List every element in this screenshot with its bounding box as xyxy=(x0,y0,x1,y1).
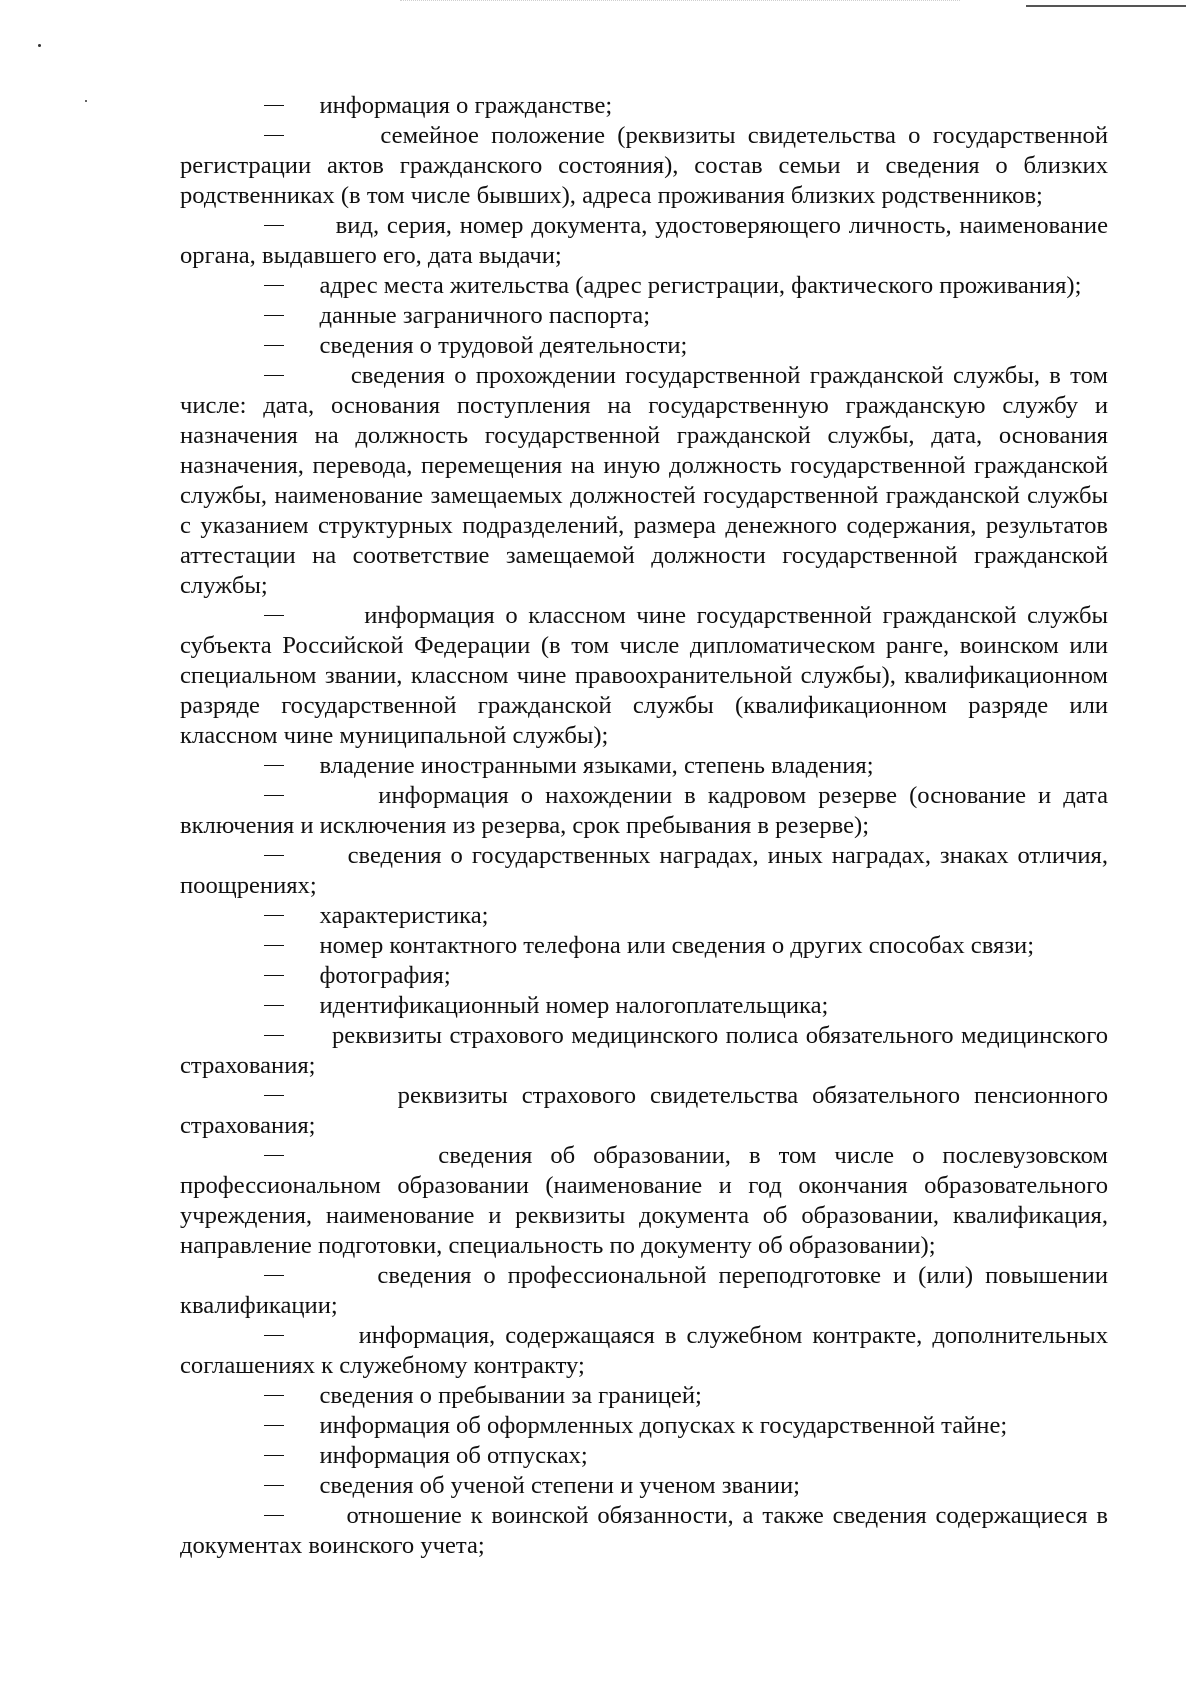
dash-bullet-icon xyxy=(180,1381,264,1411)
list-item-text: сведения о профессиональной переподготовке и (или) повышении квалификации; xyxy=(180,1262,1108,1319)
list-item xyxy=(180,841,1108,901)
list-item-text: сведения о прохождении государственной гражданской службы, в том числе: дата, основания поступления на государственную гражданскую службу и назначения на должность государственной гражданской службы, дата, основания назначения, перевода, перемещения на иную должность государственной гражданской службы, наименование замещаемых должностей государственной гражданской службы с указанием структурных подразделений, размера денежного содержания, результатов аттестации на соответствие замещаемой должности государственной гражданской службы; xyxy=(180,362,1108,599)
list-item-text: реквизиты страхового свидетельства обязательного пенсионного страхования; xyxy=(180,1082,1108,1139)
scan-artifact-rule xyxy=(1026,5,1186,7)
list-item xyxy=(180,91,1108,121)
list-item xyxy=(180,751,1108,781)
dash-bullet-icon xyxy=(180,271,264,301)
dash-bullet-icon xyxy=(180,781,264,811)
list-item-text: сведения об образовании, в том числе о послевузовском профессиональном образовании (наименование и год окончания образовательного учреждения, наименование и реквизиты документа об образовании, квалификация, направление подготовки, специальность по документу об образовании); xyxy=(180,1142,1108,1259)
list-item-text: фотография; xyxy=(258,962,451,989)
list-item xyxy=(180,1381,1108,1411)
list-item xyxy=(180,1501,1108,1561)
list-item-text: информация о нахождении в кадровом резерве (основание и дата включения и исключения из резерва, срок пребывания в резерве); xyxy=(180,782,1108,839)
dash-bullet-icon xyxy=(180,901,264,931)
scan-artifact-mark xyxy=(38,44,41,47)
dash-bullet-icon xyxy=(180,211,264,241)
list-item xyxy=(180,961,1108,991)
dash-bullet-icon xyxy=(180,1501,264,1531)
list-item-text: сведения о государственных наградах, иных наградах, знаках отличия, поощрениях; xyxy=(180,842,1108,899)
dash-bullet-icon xyxy=(180,601,264,631)
list-item xyxy=(180,781,1108,841)
list-item xyxy=(180,121,1108,211)
list-item-text: вид, серия, номер документа, удостоверяющего личность, наименование органа, выдавшего его, дата выдачи; xyxy=(180,212,1108,269)
dash-bullet-icon xyxy=(180,961,264,991)
dash-bullet-icon xyxy=(180,1321,264,1351)
scan-artifact-dot xyxy=(85,100,87,102)
list-item xyxy=(180,1021,1108,1081)
dash-bullet-icon xyxy=(180,931,264,961)
dash-bullet-icon xyxy=(180,1081,264,1111)
list-item xyxy=(180,271,1108,301)
dash-bullet-icon xyxy=(180,991,264,1021)
list-item xyxy=(180,1261,1108,1321)
list-item-text: характеристика; xyxy=(258,902,489,929)
list-item-text: семейное положение (реквизиты свидетельства о государственной регистрации актов гражданского состояния), состав семьи и сведения о близких родственниках (в том числе бывших), адреса проживания близких родственников; xyxy=(180,122,1108,209)
list-item xyxy=(180,901,1108,931)
list-item xyxy=(180,301,1108,331)
list-item xyxy=(180,601,1108,751)
list-item xyxy=(180,931,1108,961)
list-item-text: информация об оформленных допусках к государственной тайне; xyxy=(258,1412,1008,1439)
list-item-text: идентификационный номер налогоплательщика; xyxy=(258,992,829,1019)
list-item-text: сведения о пребывании за границей; xyxy=(258,1382,702,1409)
list-item xyxy=(180,211,1108,271)
scan-artifact-top xyxy=(400,0,960,2)
list-item-text: владение иностранными языками, степень владения; xyxy=(258,752,874,779)
list-item xyxy=(180,1471,1108,1501)
list-item-text: информация о классном чине государственной гражданской службы субъекта Российской Федерации (в том числе дипломатическом ранге, воинском или специальном звании, классном чине правоохранительной службы), квалификационном разряде государственной гражданской службы (квалификационном разряде или классном чине муниципальной службы); xyxy=(180,602,1108,749)
list-item-text: сведения о трудовой деятельности; xyxy=(258,332,688,359)
list-item xyxy=(180,991,1108,1021)
list-item-text: информация, содержащаяся в служебном контракте, дополнительных соглашениях к служебному контракту; xyxy=(180,1322,1108,1379)
dash-bullet-icon xyxy=(180,121,264,151)
list-item xyxy=(180,361,1108,601)
list-item-text: адрес места жительства (адрес регистрации, фактического проживания); xyxy=(258,272,1082,299)
list-item xyxy=(180,1081,1108,1141)
dash-bullet-icon xyxy=(180,751,264,781)
dash-bullet-icon xyxy=(180,1411,264,1441)
dash-bullet-icon xyxy=(180,1441,264,1471)
dash-bullet-icon xyxy=(180,1261,264,1291)
dash-bullet-icon xyxy=(180,361,264,391)
list-item-text: информация об отпусках; xyxy=(258,1442,588,1469)
dash-bullet-icon xyxy=(180,1021,264,1051)
list-item-text: реквизиты страхового медицинского полиса обязательного медицинского страхования; xyxy=(180,1022,1108,1079)
list-item xyxy=(180,1141,1108,1261)
list-item-text: информация о гражданстве; xyxy=(258,92,613,119)
document-body xyxy=(180,91,1108,1561)
list-item-text: данные заграничного паспорта; xyxy=(258,302,651,329)
list-item-text: номер контактного телефона или сведения о других способах связи; xyxy=(258,932,1035,959)
dash-bullet-icon xyxy=(180,1141,264,1171)
list-item xyxy=(180,1321,1108,1381)
dash-bullet-icon xyxy=(180,841,264,871)
dash-bullet-icon xyxy=(180,331,264,361)
list-item xyxy=(180,1411,1108,1441)
dash-bullet-icon xyxy=(180,91,264,121)
list-item xyxy=(180,331,1108,361)
dash-bullet-icon xyxy=(180,1471,264,1501)
list-item-text: отношение к воинской обязанности, а также сведения содержащиеся в документах воинского учета; xyxy=(180,1502,1108,1559)
list-item xyxy=(180,1441,1108,1471)
dash-bullet-icon xyxy=(180,301,264,331)
list-item-text: сведения об ученой степени и ученом звании; xyxy=(258,1472,800,1499)
